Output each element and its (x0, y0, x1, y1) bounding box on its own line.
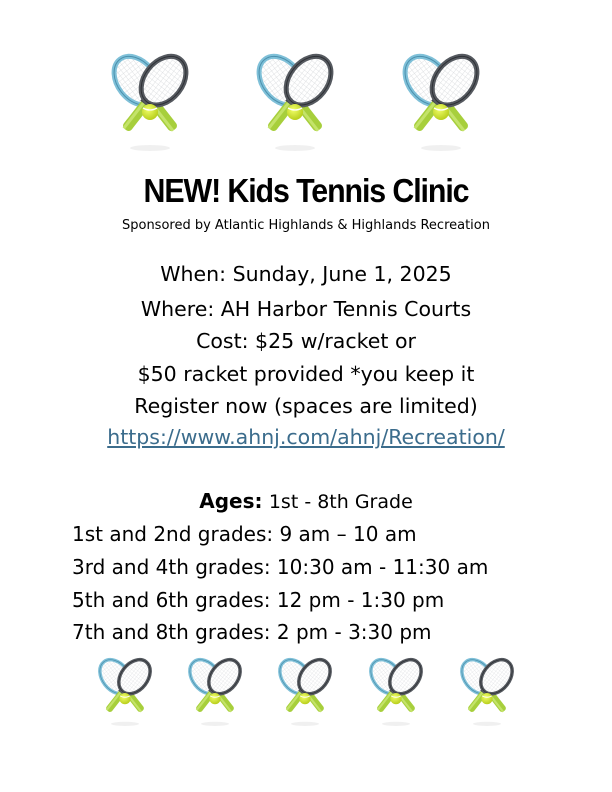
register-line: Register now (spaces are limited) (134, 394, 478, 418)
tennis-rackets-icon (391, 50, 491, 155)
cost-alt-line: $50 racket provided *you keep it (137, 362, 475, 386)
tennis-rackets-icon (361, 655, 431, 729)
tennis-rackets-icon (245, 50, 345, 155)
tennis-rackets-icon (452, 655, 522, 729)
schedule-item: 1st and 2nd grades: 9 am – 10 am (72, 522, 417, 546)
sponsor-line: Sponsored by Atlantic Highlands & Highlands Recreation (121, 218, 490, 233)
tennis-rackets-icon (90, 655, 160, 729)
tennis-rackets-icon (270, 655, 340, 729)
cost-line: Cost: $25 w/racket or (196, 329, 416, 353)
ages-value: 1st - 8th Grade (268, 491, 413, 513)
ages-line (0, 489, 612, 513)
schedule-item: 5th and 6th grades: 12 pm - 1:30 pm (72, 588, 445, 612)
when-line: When: Sunday, June 1, 2025 (160, 262, 452, 286)
where-line: Where: AH Harbor Tennis Courts (140, 297, 472, 321)
ages-label: Ages: (199, 489, 263, 513)
registration-link[interactable]: https://www.ahnj.com/ahnj/Recreation/ (107, 425, 505, 449)
tennis-rackets-icon (180, 655, 250, 729)
schedule-item: 7th and 8th grades: 2 pm - 3:30 pm (72, 620, 432, 644)
flyer-title: NEW! Kids Tennis Clinic (143, 172, 469, 209)
schedule-item: 3rd and 4th grades: 10:30 am - 11:30 am (72, 555, 489, 579)
tennis-rackets-icon (100, 50, 200, 155)
